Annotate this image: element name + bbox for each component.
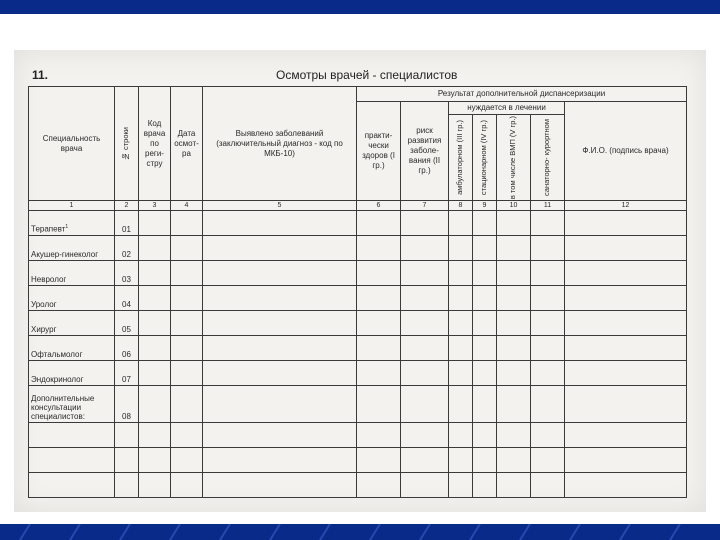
healthy-field[interactable] bbox=[357, 286, 401, 311]
header-specialty: Специальность врача bbox=[29, 87, 115, 201]
outpatient-field[interactable] bbox=[449, 311, 473, 336]
diagnosis-field[interactable] bbox=[203, 261, 357, 286]
diagnosis-field[interactable] bbox=[203, 236, 357, 261]
blank-cell[interactable] bbox=[473, 473, 497, 498]
blank-row bbox=[29, 448, 687, 473]
blank-cell[interactable] bbox=[449, 473, 473, 498]
column-number: 12 bbox=[565, 201, 687, 211]
specialty-cell bbox=[29, 236, 115, 261]
specialty-cell bbox=[29, 361, 115, 386]
table-row bbox=[29, 336, 687, 361]
inpatient-field[interactable] bbox=[473, 286, 497, 311]
blank-cell[interactable] bbox=[139, 473, 171, 498]
specialty-label: Офтальмолог bbox=[31, 350, 83, 360]
outpatient-field[interactable] bbox=[449, 211, 473, 236]
footnote-marker: 1 bbox=[65, 224, 69, 231]
risk-field[interactable] bbox=[401, 386, 449, 423]
sanatorium-field[interactable] bbox=[531, 286, 565, 311]
table-row bbox=[29, 361, 687, 386]
inpatient-field[interactable] bbox=[473, 261, 497, 286]
column-number: 1 bbox=[29, 201, 115, 211]
header-healthy: практи- чески здоров (I гр.) bbox=[357, 102, 401, 201]
fio-field[interactable] bbox=[565, 361, 687, 386]
healthy-field[interactable] bbox=[357, 311, 401, 336]
frame-stripe-decoration bbox=[0, 524, 720, 540]
specialty-cell bbox=[29, 311, 115, 336]
diagnosis-field[interactable] bbox=[203, 286, 357, 311]
inpatient-field[interactable] bbox=[473, 311, 497, 336]
blank-cell[interactable] bbox=[449, 448, 473, 473]
vmp-field[interactable] bbox=[497, 336, 531, 361]
outpatient-field[interactable] bbox=[449, 261, 473, 286]
doctor-code-field[interactable] bbox=[139, 336, 171, 361]
fio-field[interactable] bbox=[565, 311, 687, 336]
outpatient-field[interactable] bbox=[449, 361, 473, 386]
specialty-label: Эндокринолог bbox=[31, 375, 84, 385]
sanatorium-field[interactable] bbox=[531, 361, 565, 386]
blank-cell[interactable] bbox=[171, 473, 203, 498]
risk-field[interactable] bbox=[401, 286, 449, 311]
column-number: 4 bbox=[171, 201, 203, 211]
table-row bbox=[29, 261, 687, 286]
table-row bbox=[29, 286, 687, 311]
specialty-label: Акушер-гинеколог bbox=[31, 250, 99, 260]
sanatorium-field[interactable] bbox=[531, 386, 565, 423]
column-number: 9 bbox=[473, 201, 497, 211]
doctor-code-field[interactable] bbox=[139, 386, 171, 423]
blank-cell[interactable] bbox=[565, 473, 687, 498]
blank-cell[interactable] bbox=[139, 423, 171, 448]
healthy-field[interactable] bbox=[357, 336, 401, 361]
specialty-label: Дополнительные консультации специалистов: bbox=[31, 394, 95, 422]
fio-field[interactable] bbox=[565, 336, 687, 361]
column-number: 8 bbox=[449, 201, 473, 211]
row-code: 01 bbox=[115, 211, 139, 236]
blank-cell[interactable] bbox=[531, 448, 565, 473]
sanatorium-field[interactable] bbox=[531, 311, 565, 336]
blank-cell[interactable] bbox=[565, 448, 687, 473]
bottom-frame-bar bbox=[0, 524, 720, 540]
diagnosis-field[interactable] bbox=[203, 336, 357, 361]
sanatorium-field[interactable] bbox=[531, 261, 565, 286]
blank-cell[interactable] bbox=[531, 473, 565, 498]
blank-cell[interactable] bbox=[497, 448, 531, 473]
specialist-exams-table bbox=[28, 86, 687, 498]
header-outpatient-text: амбулаторном (III гр.) bbox=[455, 120, 465, 196]
blank-cell[interactable] bbox=[497, 423, 531, 448]
header-row-no bbox=[115, 87, 139, 201]
row-code: 02 bbox=[115, 236, 139, 261]
sanatorium-field[interactable] bbox=[531, 336, 565, 361]
blank-cell[interactable] bbox=[171, 423, 203, 448]
header-inpatient-text: стационарном (IV гр.) bbox=[479, 119, 489, 196]
blank-cell[interactable] bbox=[29, 448, 115, 473]
header-fio: Ф.И.О. (подпись врача) bbox=[565, 102, 687, 201]
row-code: 07 bbox=[115, 361, 139, 386]
section-number: 11. bbox=[32, 68, 49, 82]
column-number: 3 bbox=[139, 201, 171, 211]
doctor-code-field[interactable] bbox=[139, 236, 171, 261]
doctor-code-field[interactable] bbox=[139, 211, 171, 236]
blank-cell[interactable] bbox=[203, 473, 357, 498]
healthy-field[interactable] bbox=[357, 236, 401, 261]
top-frame-bar bbox=[0, 0, 720, 14]
risk-field[interactable] bbox=[401, 236, 449, 261]
blank-cell[interactable] bbox=[115, 423, 139, 448]
blank-cell[interactable] bbox=[139, 448, 171, 473]
inpatient-field[interactable] bbox=[473, 336, 497, 361]
header-inpatient bbox=[473, 115, 497, 201]
blank-cell[interactable] bbox=[115, 448, 139, 473]
specialty-cell bbox=[29, 386, 115, 423]
column-number-row bbox=[29, 201, 687, 211]
vmp-field[interactable] bbox=[497, 236, 531, 261]
doctor-code-field[interactable] bbox=[139, 361, 171, 386]
fio-field[interactable] bbox=[565, 236, 687, 261]
header-sanatorium bbox=[531, 115, 565, 201]
vmp-field[interactable] bbox=[497, 261, 531, 286]
risk-field[interactable] bbox=[401, 261, 449, 286]
exam-date-field[interactable] bbox=[171, 261, 203, 286]
vmp-field[interactable] bbox=[497, 386, 531, 423]
column-number: 5 bbox=[203, 201, 357, 211]
blank-cell[interactable] bbox=[565, 423, 687, 448]
table-row bbox=[29, 386, 687, 423]
doctor-code-field[interactable] bbox=[139, 261, 171, 286]
specialty-label: Терапевт bbox=[31, 225, 66, 235]
blank-cell[interactable] bbox=[449, 423, 473, 448]
outpatient-field[interactable] bbox=[449, 236, 473, 261]
healthy-field[interactable] bbox=[357, 361, 401, 386]
blank-cell[interactable] bbox=[401, 473, 449, 498]
risk-field[interactable] bbox=[401, 361, 449, 386]
inpatient-field[interactable] bbox=[473, 211, 497, 236]
diagnosis-field[interactable] bbox=[203, 386, 357, 423]
inpatient-field[interactable] bbox=[473, 386, 497, 423]
specialty-label: Уролог bbox=[31, 300, 57, 310]
exam-date-field[interactable] bbox=[171, 336, 203, 361]
blank-cell[interactable] bbox=[401, 423, 449, 448]
column-number: 2 bbox=[115, 201, 139, 211]
doctor-code-field[interactable] bbox=[139, 311, 171, 336]
blank-cell[interactable] bbox=[357, 423, 401, 448]
fio-field[interactable] bbox=[565, 386, 687, 423]
specialty-label: Хирург bbox=[31, 325, 57, 335]
header-exam-date: Дата осмот- ра bbox=[171, 87, 203, 201]
specialty-cell bbox=[29, 261, 115, 286]
blank-cell[interactable] bbox=[401, 448, 449, 473]
header-result-group: Результат дополнительной диспансеризации bbox=[357, 87, 687, 102]
inpatient-field[interactable] bbox=[473, 236, 497, 261]
header-vmp-text: в том числе ВМП (V гр.) bbox=[508, 116, 518, 200]
header-row-no-text: № строки bbox=[121, 126, 131, 161]
vmp-field[interactable] bbox=[497, 361, 531, 386]
blank-cell[interactable] bbox=[531, 423, 565, 448]
column-number: 10 bbox=[497, 201, 531, 211]
diagnosis-field[interactable] bbox=[203, 211, 357, 236]
sanatorium-field[interactable] bbox=[531, 236, 565, 261]
header-risk: риск развития заболе- вания (II гр.) bbox=[401, 102, 449, 201]
blank-cell[interactable] bbox=[29, 473, 115, 498]
column-number: 7 bbox=[401, 201, 449, 211]
header-vmp bbox=[497, 115, 531, 201]
specialty-cell bbox=[29, 336, 115, 361]
row-code: 08 bbox=[115, 386, 139, 423]
vmp-field[interactable] bbox=[497, 311, 531, 336]
fio-field[interactable] bbox=[565, 286, 687, 311]
specialty-cell bbox=[29, 286, 115, 311]
exam-date-field[interactable] bbox=[171, 386, 203, 423]
blank-cell[interactable] bbox=[357, 448, 401, 473]
specialty-cell bbox=[29, 211, 115, 236]
outpatient-field[interactable] bbox=[449, 286, 473, 311]
exam-date-field[interactable] bbox=[171, 236, 203, 261]
row-code: 04 bbox=[115, 286, 139, 311]
table-row bbox=[29, 211, 687, 236]
risk-field[interactable] bbox=[401, 311, 449, 336]
blank-cell[interactable] bbox=[203, 448, 357, 473]
exam-date-field[interactable] bbox=[171, 286, 203, 311]
exam-date-field[interactable] bbox=[171, 311, 203, 336]
risk-field[interactable] bbox=[401, 211, 449, 236]
row-code: 03 bbox=[115, 261, 139, 286]
blank-cell[interactable] bbox=[29, 423, 115, 448]
diagnosis-field[interactable] bbox=[203, 361, 357, 386]
outpatient-field[interactable] bbox=[449, 386, 473, 423]
column-number: 11 bbox=[531, 201, 565, 211]
blank-cell[interactable] bbox=[473, 423, 497, 448]
healthy-field[interactable] bbox=[357, 261, 401, 286]
header-diagnosis: Выявлено заболеваний (заключительный диагноз - код по МКБ-10) bbox=[203, 87, 357, 201]
blank-cell[interactable] bbox=[171, 448, 203, 473]
blank-row bbox=[29, 473, 687, 498]
healthy-field[interactable] bbox=[357, 386, 401, 423]
specialty-label: Невролог bbox=[31, 275, 67, 285]
blank-cell[interactable] bbox=[473, 448, 497, 473]
blank-cell[interactable] bbox=[115, 473, 139, 498]
exam-date-field[interactable] bbox=[171, 211, 203, 236]
header-sanatorium-text: санаторно- курортном bbox=[542, 119, 552, 197]
fio-field[interactable] bbox=[565, 261, 687, 286]
column-number: 6 bbox=[357, 201, 401, 211]
doctor-code-field[interactable] bbox=[139, 286, 171, 311]
table-row bbox=[29, 236, 687, 261]
healthy-field[interactable] bbox=[357, 211, 401, 236]
sanatorium-field[interactable] bbox=[531, 211, 565, 236]
header-doctor-code: Код врача по реги- стру bbox=[139, 87, 171, 201]
exam-date-field[interactable] bbox=[171, 361, 203, 386]
vmp-field[interactable] bbox=[497, 211, 531, 236]
blank-cell[interactable] bbox=[497, 473, 531, 498]
blank-cell[interactable] bbox=[357, 473, 401, 498]
outpatient-field[interactable] bbox=[449, 336, 473, 361]
fio-field[interactable] bbox=[565, 211, 687, 236]
vmp-field[interactable] bbox=[497, 286, 531, 311]
blank-row bbox=[29, 423, 687, 448]
blank-cell[interactable] bbox=[203, 423, 357, 448]
row-code: 05 bbox=[115, 311, 139, 336]
table-title: Осмотры врачей - специалистов bbox=[276, 68, 458, 82]
diagnosis-field[interactable] bbox=[203, 311, 357, 336]
risk-field[interactable] bbox=[401, 336, 449, 361]
header-needs-treatment: нуждается в лечении bbox=[449, 102, 565, 115]
row-code: 06 bbox=[115, 336, 139, 361]
table-row bbox=[29, 311, 687, 336]
inpatient-field[interactable] bbox=[473, 361, 497, 386]
header-outpatient bbox=[449, 115, 473, 201]
